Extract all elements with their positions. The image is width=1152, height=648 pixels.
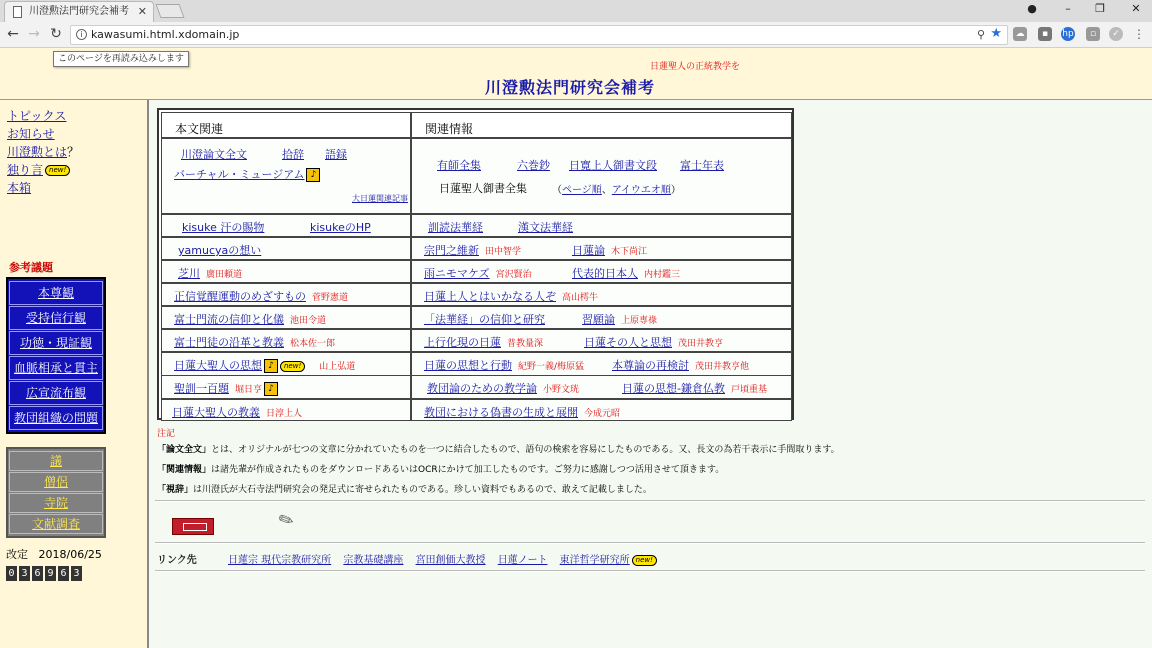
table-cell	[161, 306, 411, 329]
author-name: 小野文珖	[543, 385, 580, 395]
divider	[155, 500, 1145, 502]
table-link[interactable]: 教団論のための教学論	[427, 382, 537, 395]
bookmark-star-icon[interactable]: ★	[990, 26, 1002, 41]
author-name: 山上弘道	[319, 362, 356, 372]
link-nichiren-note[interactable]: 日蓮ノート	[497, 555, 548, 566]
table-link[interactable]: 日蓮の思想と行動	[424, 359, 512, 372]
sidebar-link-news[interactable]: お知らせ	[7, 127, 55, 141]
table-cell	[161, 399, 411, 421]
pencil-icon[interactable]: ✎	[275, 507, 298, 534]
table-link[interactable]: 漢文法華経	[518, 221, 573, 234]
browser-tab[interactable]	[4, 1, 154, 22]
author-name: 堀日亨	[235, 385, 263, 395]
external-links	[157, 551, 657, 566]
site-motto: 日蓮聖人の正統教学を	[650, 62, 741, 72]
link-full-text[interactable]: 川澄論文全文	[181, 148, 247, 161]
author-name: 上原専祿	[621, 316, 658, 326]
topic-honzon[interactable]: 本尊観	[9, 281, 103, 305]
table-link[interactable]: 代表的日本人	[572, 267, 638, 280]
table-link[interactable]: 日蓮上人とはいかなる人ぞ	[424, 290, 556, 303]
author-name: 松本佐一郎	[290, 339, 336, 349]
close-window-icon[interactable]: ✕	[1131, 2, 1141, 15]
table-link[interactable]: 上行化現の日蓮	[424, 336, 501, 349]
topic-kosen[interactable]: 広宣流布観	[9, 381, 103, 405]
back-icon[interactable]: ←	[7, 26, 19, 42]
maximize-icon[interactable]: ❐	[1095, 2, 1105, 15]
table-cell	[161, 352, 411, 376]
link-fuji-nenpyo[interactable]: 富士年表	[680, 159, 724, 172]
table-cell	[161, 237, 411, 260]
table-cell	[411, 283, 792, 306]
extension-cloud-icon[interactable]: ☁	[1013, 27, 1027, 41]
topic-kudoku[interactable]: 功徳・現証観	[9, 331, 103, 355]
table-link[interactable]: 雨ニモマケズ	[424, 267, 490, 280]
table-link[interactable]: kisukeのHP	[310, 221, 371, 234]
visitor-counter: 0 3 6 9 6 3	[6, 566, 82, 581]
table-link[interactable]: 「法華経」の信仰と研究	[424, 313, 545, 326]
sidebar-link-topics[interactable]: トピックス	[7, 109, 67, 123]
table-cell	[161, 329, 411, 352]
content-table	[157, 108, 794, 420]
table-link[interactable]: 芝川	[178, 267, 200, 280]
author-name: 紀野一義/梅原猛	[518, 362, 585, 372]
account-icon[interactable]: ●	[1027, 2, 1037, 15]
table-link[interactable]: 富士門流の信仰と化儀	[174, 313, 284, 326]
link-genshuken[interactable]: 日蓮宗 現代宗教研究所	[228, 555, 332, 566]
divider	[155, 542, 1145, 544]
topic-kechimyaku[interactable]: 血脈相承と貫主	[9, 356, 103, 380]
link-dainichiren[interactable]: 大日蓮関連記事	[352, 194, 408, 203]
menu-jiin[interactable]: 寺院	[9, 493, 103, 513]
link-aiueo-order[interactable]: アイウエオ順	[611, 185, 671, 196]
author-name: 内村鑑三	[644, 270, 681, 280]
table-link[interactable]: 習願論	[582, 313, 615, 326]
table-link[interactable]: 日蓮その人と思想	[584, 336, 672, 349]
divider	[155, 570, 1145, 572]
link-nikkan[interactable]: 日寛上人御書文段	[569, 159, 657, 172]
link-shukyo-kiso[interactable]: 宗教基礎講座	[343, 555, 404, 566]
address-bar[interactable]	[70, 25, 1008, 45]
page-content	[0, 48, 1152, 648]
author-name: 茂田井教亨他	[695, 362, 750, 372]
question-mark: ？	[67, 145, 80, 159]
table-link[interactable]: 宗門之維新	[424, 244, 479, 257]
menu-soryo[interactable]: 僧侶	[9, 472, 103, 492]
author-name: 池田令道	[290, 316, 327, 326]
site-title: 川澄勲法門研究会補考	[485, 78, 656, 97]
forward-icon[interactable]: →	[28, 26, 40, 42]
author-name: 田中智学	[485, 247, 522, 257]
note-2: 「関連情報」は諸先輩が作成されたものをダウンロードあるいはOCRにかけて加工したものです。ご努力に感謝しつつ活用させて頂きます。	[157, 465, 725, 475]
link-page-order[interactable]: ページ順	[562, 185, 602, 196]
menu-icon[interactable]: ⋮	[1133, 27, 1145, 41]
author-name: 高山樗牛	[562, 293, 599, 303]
new-tab-button[interactable]	[155, 4, 184, 18]
table-cell	[411, 329, 792, 352]
toolbar	[0, 22, 1152, 48]
author-name: 日淳上人	[266, 409, 303, 419]
revision-info: 改定 2018/06/25	[6, 548, 102, 561]
note-3: 「視辞」は川澄氏が大石寺法門研究会の発足式に寄せられたものである。珍しい資料でもあるので、敢えて記載しました。	[157, 485, 652, 495]
header-main-text: 本文関連	[161, 112, 411, 138]
table-cell	[411, 399, 792, 421]
extension-hp-icon[interactable]: hp	[1062, 29, 1074, 39]
link-goroku[interactable]: 語録	[325, 148, 347, 161]
related-docs-cell: 有師全集 六巻鈔 日寛上人御書文段 富士年表 日蓮聖人御書全集 （ページ順、アイウエオ順）	[411, 138, 792, 214]
table-link[interactable]: 富士門徒の沿革と教義	[174, 336, 284, 349]
author-name: 普教量深	[507, 339, 544, 349]
author-name: 菅野憲道	[312, 293, 349, 303]
sidebar	[0, 100, 149, 648]
table-link[interactable]: 訓読法華経	[428, 221, 483, 234]
table-cell	[161, 260, 411, 283]
link-virtual-museum[interactable]: バーチャル・ミュージアム	[174, 168, 305, 181]
tab-strip	[0, 0, 1152, 22]
table-link[interactable]: 正信覚醒運動のめざすもの	[174, 290, 306, 303]
topic-juji[interactable]: 受持信行観	[9, 306, 103, 330]
author-name: 戸頃重基	[730, 385, 767, 395]
link-rokkan[interactable]: 六巻鈔	[517, 159, 550, 172]
reload-tooltip: このページを再読み込みします	[53, 51, 189, 67]
museum-icon: ♪	[264, 382, 278, 396]
table-cell	[411, 214, 792, 237]
sidebar-link-about[interactable]: 川澄勲とは	[7, 145, 68, 159]
reference-heading: 参考議題	[9, 261, 53, 274]
table-cell	[411, 352, 792, 376]
site-info-icon[interactable]: i	[76, 29, 87, 40]
table-link[interactable]: yamucyaの想い	[178, 244, 262, 257]
new-badge-icon: new!	[632, 555, 657, 566]
author-name: 茂田井教亨	[678, 339, 724, 349]
extension-chat-icon[interactable]: ▪	[1038, 27, 1052, 41]
table-link[interactable]: 聖訓一百題	[174, 382, 229, 395]
secondary-menu	[6, 447, 106, 538]
table-cell	[161, 375, 411, 399]
table-link[interactable]: 日蓮大聖人の教義	[172, 406, 260, 419]
main-docs-cell	[161, 138, 411, 214]
reload-icon[interactable]: ↻	[50, 26, 62, 42]
sidebar-link-monologue[interactable]: 独り言	[7, 163, 44, 177]
menu-bunken[interactable]: 文献調査	[9, 514, 103, 534]
new-badge-icon: new!	[45, 165, 70, 176]
note-1: 「論文全文」とは、オリジナルが七つの文章に分かれていたものを一つに結合したもので、語句の検索を容易にしたものである。又、長文の為若干表示に手間取ります。	[157, 445, 840, 455]
sidebar-link-bookshelf[interactable]: 本箱	[7, 181, 32, 195]
museum-icon: ♪	[264, 359, 278, 373]
link-shuji[interactable]: 拾辞	[282, 148, 304, 161]
table-cell	[411, 237, 792, 260]
url-text: kawasumi.html.xdomain.jp	[91, 28, 240, 41]
gosho-label: 日蓮聖人御書全集	[439, 182, 527, 195]
reference-topics-menu	[6, 277, 106, 434]
author-name: 今成元昭	[584, 409, 621, 419]
tab-title: 川澄勲法門研究会補考	[29, 6, 129, 17]
table-cell	[411, 260, 792, 283]
new-badge-icon: new!	[280, 361, 305, 372]
notes-section	[157, 428, 1127, 500]
table-link[interactable]: 教団における偽書の生成と展開	[424, 406, 578, 419]
menu-gi[interactable]: 議	[9, 451, 103, 471]
museum-icon: ♪	[306, 168, 320, 182]
revision-date: 2018/06/25	[38, 548, 102, 561]
minimize-icon[interactable]: –	[1065, 2, 1071, 15]
tab-close-icon[interactable]: ✕	[137, 5, 147, 18]
notes-heading: 注記	[157, 429, 176, 439]
table-link[interactable]: 日蓮大聖人の思想	[174, 359, 262, 372]
author-name: 宮沢賢治	[495, 270, 532, 280]
author-name: 木下尚江	[611, 247, 648, 257]
link-ushi-zenshu[interactable]: 有師全集	[437, 159, 481, 172]
table-cell	[411, 306, 792, 329]
table-cell	[411, 375, 792, 399]
zoom-icon[interactable]: ⚲	[976, 28, 985, 41]
extension-doc-icon[interactable]: ▫	[1086, 27, 1100, 41]
table-link[interactable]: kisuke 汗の賜物	[182, 221, 265, 234]
table-link[interactable]: 日蓮論	[572, 244, 605, 257]
link-miyata[interactable]: 宮田創価大教授	[415, 555, 486, 566]
table-cell	[161, 214, 411, 237]
table-cell	[161, 283, 411, 306]
links-label: リンク先	[157, 555, 197, 566]
table-link[interactable]: 日蓮の思想-鎌倉仏教	[622, 382, 725, 395]
extension-check-icon[interactable]: ✓	[1109, 27, 1123, 41]
mail-icon[interactable]	[172, 518, 214, 535]
page-favicon-icon	[13, 6, 22, 18]
table-link[interactable]: 本尊論の再検討	[612, 359, 689, 372]
topic-kyodan[interactable]: 教団組織の問題	[9, 406, 103, 430]
author-name: 廣田頼道	[206, 270, 243, 280]
link-toyo-tetsugaku[interactable]: 東洋哲学研究所	[559, 555, 630, 566]
header-related-info: 関連情報	[411, 112, 792, 138]
